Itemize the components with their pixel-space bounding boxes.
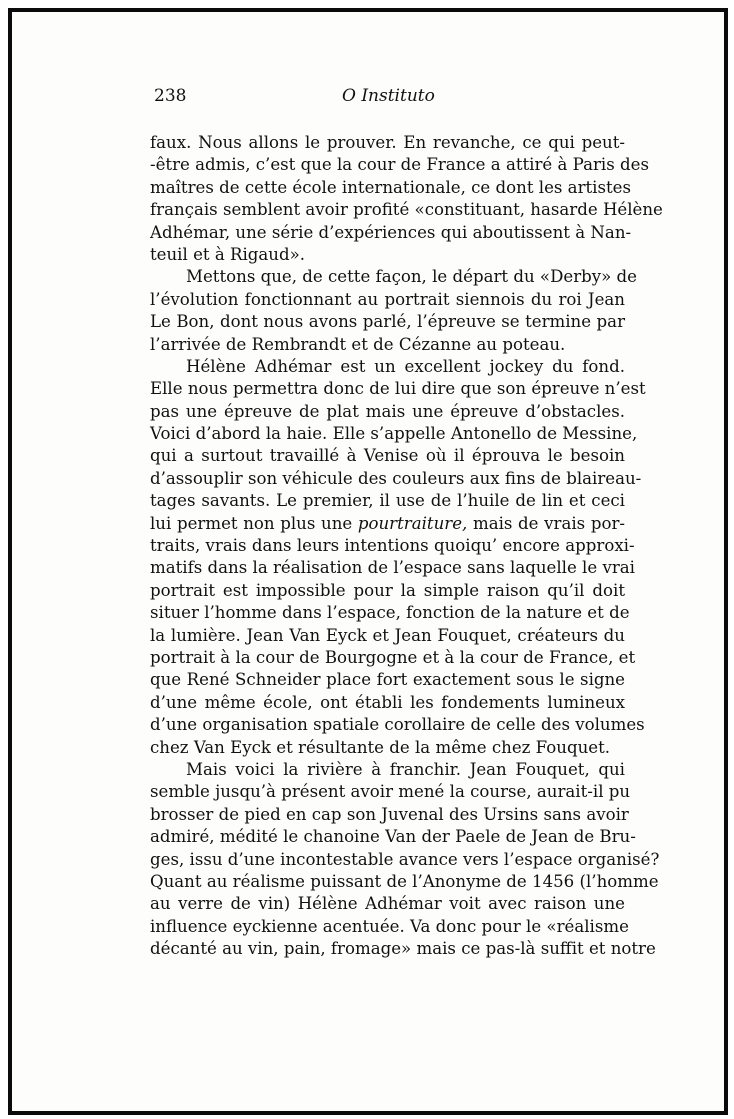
text-line: d’assouplir son véhicule des couleurs aux fins de blaireau- — [150, 468, 642, 488]
page-header — [150, 86, 625, 110]
text-line: matifs dans la réalisation de l’espace sans laquelle le vrai — [150, 558, 635, 578]
text-line: portrait est impossible pour la simple raison qu’il doit — [150, 580, 625, 600]
text-line: Mettons que, de cette façon, le départ du «Derby» de — [186, 267, 638, 287]
text-line: Elle nous permettra donc de lui dire que son épreuve n’est — [150, 379, 646, 399]
text-line: semble jusqu’à présent avoir mené la course, aurait-il pu — [150, 782, 631, 802]
text-line: admiré, médité le chanoine Van der Paele de Jean de Bru- — [150, 827, 636, 847]
text-line: Voici d’abord la haie. Elle s’appelle Antonello de Messine, — [150, 424, 638, 444]
text-line: l’évolution fonctionnant au portrait siennois du roi Jean — [150, 289, 625, 309]
text-line: maîtres de cette école internationale, ce dont les artistes — [150, 177, 631, 197]
text-line: Le Bon, dont nous avons parlé, l’épreuve se termine par — [150, 312, 625, 332]
text-line: tages savants. Le premier, il use de l’huile de lin et ceci — [150, 491, 625, 511]
running-title: O Instituto — [342, 86, 435, 106]
text-line: Mais voici la rivière à franchir. Jean Fouquet, qui — [186, 759, 625, 779]
text-line: la lumière. Jean Van Eyck et Jean Fouquet, créateurs du — [150, 625, 625, 645]
text-line: ges, issu d’une incontestable avance vers l’espace organisé? — [150, 849, 660, 869]
text-line: Quant au réalisme puissant de l’Anonyme de 1456 (l’homme — [150, 871, 659, 891]
text-line: que René Schneider place fort exactement sous le signe — [150, 670, 625, 690]
text-line: d’une même école, ont établi les fondements lumineux — [150, 692, 625, 712]
text-fragment: lui permet non plus une — [150, 513, 358, 533]
body-text — [150, 132, 663, 960]
text-line: brosser de pied en cap son Juvenal des Ursins sans avoir — [150, 804, 629, 824]
text-line: chez Van Eyck et résultante de la même chez Fouquet. — [150, 737, 611, 757]
text-line: -être admis, c’est que la cour de France a attiré à Paris des — [150, 155, 649, 175]
text-line: situer l’homme dans l’espace, fonction de la nature et de — [150, 603, 630, 623]
text-line: influence eyckienne acentuée. Va donc pour le «réalisme — [150, 916, 629, 936]
text-line: traits, vrais dans leurs intentions quoiqu’ encore approxi- — [150, 536, 635, 556]
text-fragment: mais de vrais por- — [467, 513, 625, 533]
text-line: français semblent avoir profité «constituant, hasarde Hélène — [150, 200, 663, 220]
page-number: 238 — [154, 86, 187, 106]
text-line: faux. Nous allons le prouver. En revanche, ce qui peut- — [150, 133, 625, 152]
text-line: Adhémar, une série d’expériences qui aboutissent à Nan- — [150, 222, 632, 242]
italic-term: pourtraiture, — [357, 513, 468, 533]
text-line: pas une épreuve de plat mais une épreuve d’obstacles. — [150, 401, 625, 421]
text-line: l’arrivée de Rembrandt et de Cézanne au poteau. — [150, 334, 566, 354]
text-line: décanté au vin, pain, fromage» mais ce pas-là suffit et notre — [150, 939, 656, 959]
text-line: au verre de vin) Hélène Adhémar voit avec raison une — [150, 894, 625, 914]
text-line: teuil et à Rigaud». — [150, 244, 306, 264]
text-line: qui a surtout travaillé à Venise où il éprouva le besoin — [150, 446, 625, 466]
text-line: d’une organisation spatiale corollaire de celle des volumes — [150, 715, 645, 735]
text-line: portrait à la cour de Bourgogne et à la cour de France, et — [150, 647, 636, 667]
text-line: Hélène Adhémar est un excellent jockey du fond. — [186, 356, 625, 376]
text-line — [150, 513, 625, 535]
